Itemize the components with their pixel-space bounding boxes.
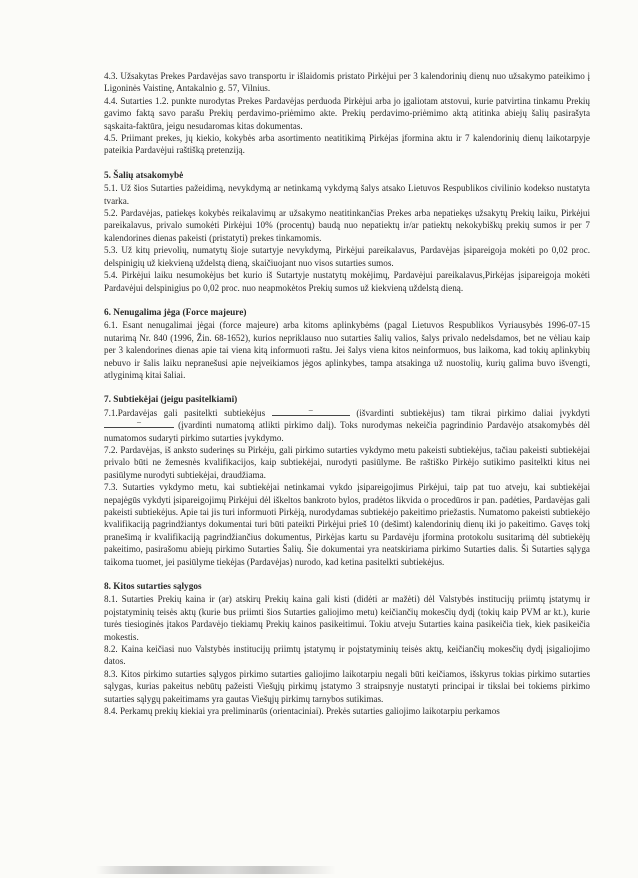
clause-paragraph: 4.4. Sutarties 1.2. punkte nurodytas Prekes Pardavėjas perduoda Pirkėjui arba jo įgaliotam atstovui, kurie patvirtina tinkamu Prekių gavimo faktą savo parašu Prekių perdavimo-priėmimo akte. Prekių perdavimo-priėmimo aktą atitinka abiejų šalių pasirašyta sąskaita-faktūra, jeigu nesudaromas kitas dokumentas. (104, 95, 590, 131)
clause-paragraph: 5.4. Pirkėjui laiku nesumokėjus bet kurio iš Sutartyje nustatytų mokėjimų, Pardavėjui pareikalavus,Pirkėjas įsipareigoja mokėti Pardavėjui delspinigius po 0,02 proc. nuo neapmokėtos Prekių sumos už kiekvieną uždelstą dieną. (104, 270, 590, 293)
clause-paragraph: 8.2. Kaina keičiasi nuo Valstybės institucijų priimtų įstatymų ir poįstatyminių teisės aktų, keičiančių mokesčių dydį įsigaliojimo datos. (104, 644, 590, 667)
clause-paragraph: 5.3. Už kitų prievolių, numatytų šioje sutartyje nevykdymą, Pirkėjui pareikalavus, Pardavėjas įsipareigoja mokėti po 0,02 proc. delspinigių už kiekvieną uždelstą dieną, skaičiuojant nuo visos sutarties sumos. (104, 245, 590, 268)
section-heading: 5. Šalių atsakomybė (104, 170, 184, 181)
clause-paragraph: 5.1. Už šios Sutarties pažeidimą, nevykdymą ar netinkamą vykdymą šalys atsako Lietuvos Respublikos civilinio kodekso nustatyta tvarka. (104, 183, 590, 206)
clause-text: 7.1.Pardavėjas gali pasitelkti subtiekėjus (104, 407, 266, 418)
clause-paragraph: 8.4. Perkamų prekių kiekiai yra preliminarūs (orientaciniai). Prekės sutarties galiojimo laikotarpiu perkamos (104, 706, 500, 717)
subcontractor-blank: – (272, 407, 350, 416)
section-heading: 7. Subtiekėjai (jeigu pasitelkiami) (104, 395, 238, 406)
clause-paragraph: 7.2. Pardavėjas, iš anksto suderinęs su Pirkėju, gali pirkimo sutarties vykdymo metu pakeisti subtiekėjus, tačiau pakeisti subtiekėjai privalo būti ne žemesnės kvalifikacijos, kaip subtiekėjai, nurodyti pasiūlyme. Be raštiško Pirkėjo sutikimo pasitelkti kitus nei pasiūlyme nurodyti subtiekėjai, draudžiama. (104, 444, 590, 480)
section-heading: 6. Nenugalima jėga (Force majeure) (104, 307, 247, 318)
clause-text: (išvardinti subtiekėjus) tam tikrai pirkimo daliai įvykdyti (356, 407, 591, 418)
part-blank: – (104, 419, 174, 428)
section-heading: 8. Kitos sutarties sąlygos (104, 582, 202, 593)
clause-paragraph: 4.5. Priimant prekes, jų kiekio, kokybės arba asortimento neatitikimą Pirkėjas įformina aktu ir 7 kalendorinių dienų laikotarpyje pateikia Pardavėjui raštišką pretenziją. (104, 133, 590, 156)
clause-paragraph: 6.1. Esant nenugalimai jėgai (force majeure) arba kitoms aplinkybėms (pagal Lietuvos Respublikos Vyriausybės 1996-07-15 nutarimą Nr. 840 (1996, Žin. 68-1652), kurios nepriklauso nuo sutarties šalių valios, šalys privalo nedelsdamos, bet ne vėliau kaip per 3 kalendorines dienas apie tai viena kitą informuoti raštu. Jei šalys viena kitos neinformuos, bus laikoma, kad tokių aplinkybių nebuvo ir šalis laiku nepranešusi apie neįveikiamos jėgos aplinkybes, tampa atsakinga už nuostolių, kurių galima buvo išvengti, atlyginimą kitai šaliai. (104, 320, 590, 380)
scan-artifact (96, 866, 336, 874)
document-page (104, 70, 590, 718)
clause-paragraph: 8.3. Kitos pirkimo sutarties sąlygos pirkimo sutarties galiojimo laikotarpiu negali būti keičiamos, išskyrus tokias pirkimo sutarties sąlygas, kurias pakeitus nebūtų pažeisti Viešųjų pirkimų įstatymo 3 straipsnyje nustatyti principai ir tikslai bei tokiems pirkimo sutarties sąlygų pakeitimams yra gautas Viešųjų pirkimų tarnybos sutikimas. (104, 668, 590, 704)
clause-paragraph: 5.2. Pardavėjas, patiekęs kokybės reikalavimų ar užsakymo neatitinkančias Prekes arba nepatiekęs užsakytų Prekių laiku, Pirkėjui pareikalavus, privalo sumokėti Pirkėjui 10% (procentų) baudą nuo nepatiektų ir/ar patiektų nekokybiškų prekių sumos ir per 7 kalendorines dienas pakeisti (pristatyti) prekes tinkamomis. (104, 208, 590, 243)
clause-text: (įvardinti numatomą atlikti pirkimo dalį). Toks nurodymas nekeičia pagrindinio Pardavėjo atsakomybės dėl numatomos sudaryti pirkimo sutarties įvykdymo. (104, 420, 590, 443)
clause-paragraph: 4.3. Užsakytas Prekes Pardavėjas savo transportu ir išlaidomis pristato Pirkėjui per 3 kalendorinių dienų nuo užsakymo pateikimo į Ligoninės Vaistinę, Antakalnio g. 57, Vilnius. (104, 71, 590, 94)
clause-paragraph: 8.1. Sutarties Prekių kaina ir (ar) atskirų Prekių kaina gali kisti (didėti ar mažėti) dėl Valstybės institucijų priimtų įstatymų ir poįstatyminių teisės aktų (kurie bus priimti šios Sutarties galiojimo metu) keičiančių mokesčių dydį (tokių kaip PVM ar kt.), kurie turės tiesioginės įtakos Pardavėjo tiekiamų Prekių kainos pasikeitimui. Tokiu atveju Sutarties kaina pasikeičia tiek, kiek pasikeičia mokestis. (104, 594, 590, 642)
clause-paragraph-7-1 (104, 404, 591, 444)
clause-paragraph: 7.3. Sutarties vykdymo metu, kai subtiekėjai netinkamai vykdo įsipareigojimus Pirkėjui, taip pat tuo atveju, kai subtiekėjai nepajėgūs vykdyti įsipareigojimų Pirkėjui dėl iškeltos bankroto bylos, pradėtos likvida o procedūros ir pan. padėties, Pardavėjas gali pakeisti subtiekėjus. Apie tai jis turi informuoti Pirkėją, nurodydamas subtiekėjo pakeitimo priežastis. Numatomo pakeisti subtiekėjo kvalifikaciją pagrindžiantys dokumentai turi būti pateikti Pirkėjui prieš 10 (dešimt) kalendorinių dienų iki jo pakeitimo. Gavęs tokį pranešimą ir kvalifikaciją pagrindžiančius dokumentus, Pirkėjas kartu su Pardavėju įformina protokolu susitarimą dėl subtiekėjų pakeitimo, pasirašomu abiejų pirkimo Sutarties Šalių. Šie dokumentai yra neatskiriama pirkimo Sutarties dalis. Ši Sutarties sąlyga taikoma tuomet, jei pasiūlyme tiekėjas (Pardavėjas) nurodo, kad ketina pasitelkti subtiekėjus. (104, 482, 590, 567)
